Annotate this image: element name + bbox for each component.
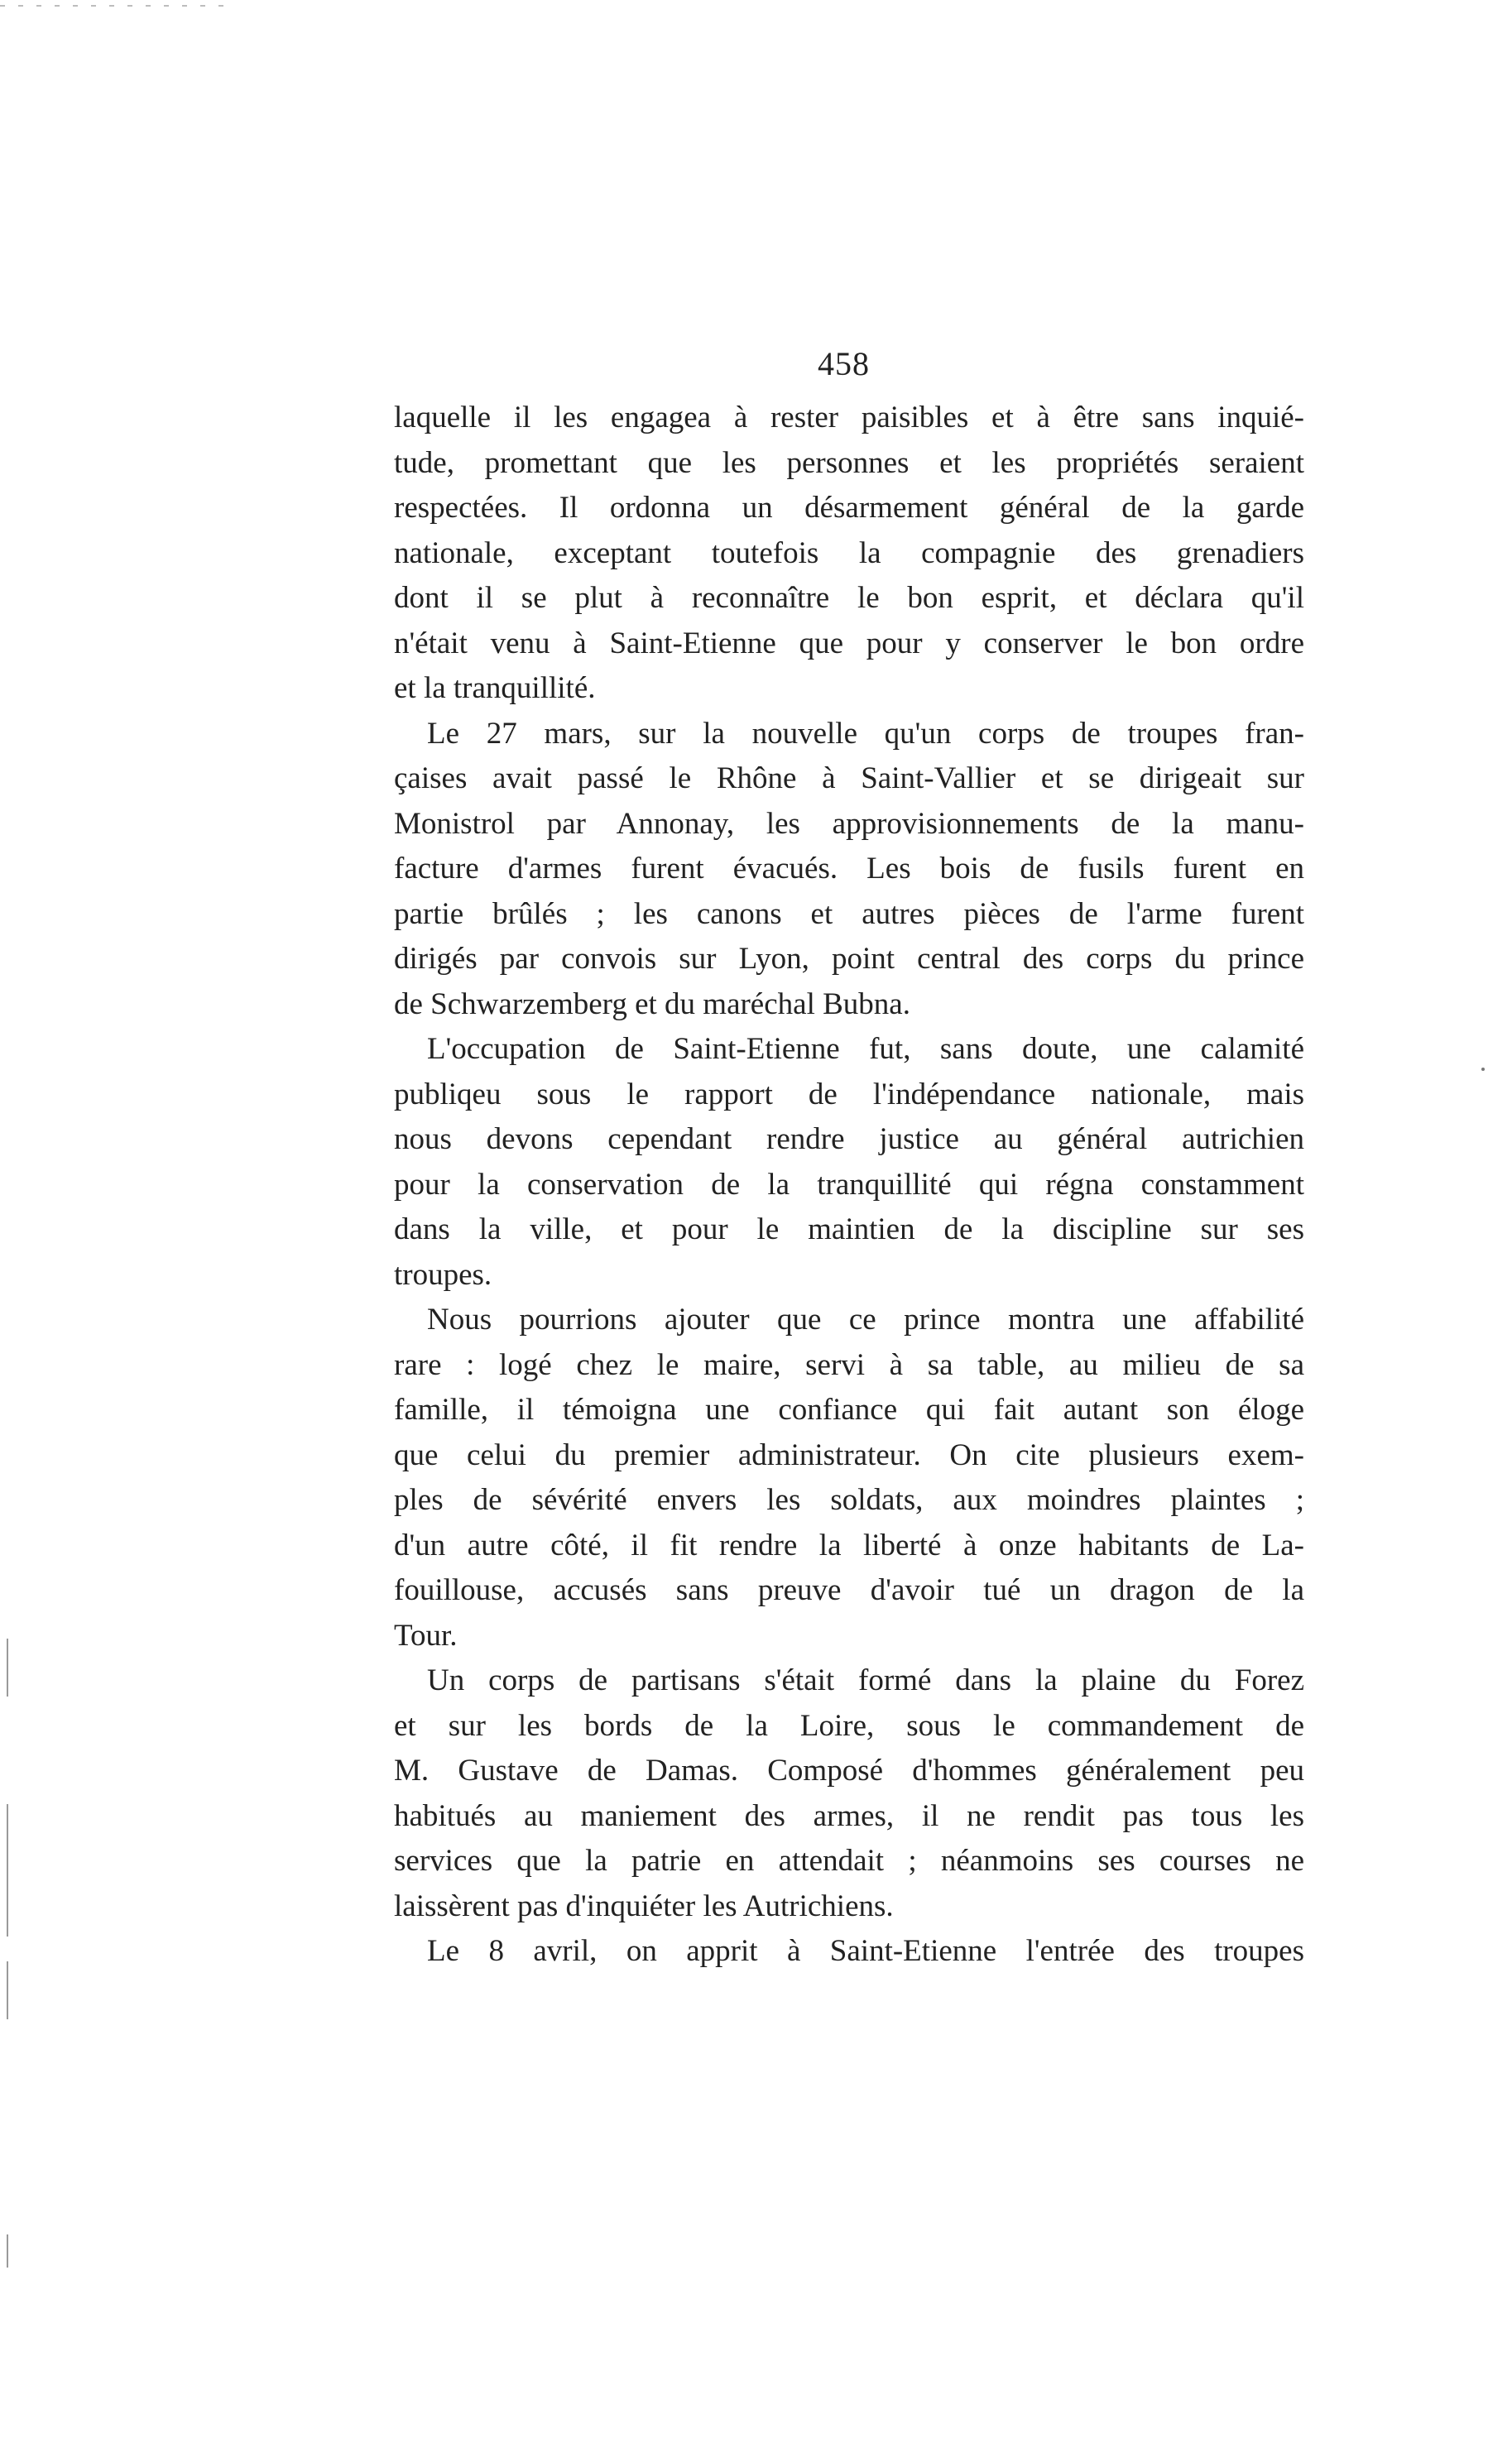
paragraph-p2 <box>394 712 1304 1028</box>
text-line: M. Gustave de Damas. Composé d'hommes généralement peu <box>394 1754 1304 1788</box>
text-line: et sur les bords de la Loire, sous le commandement de <box>394 1708 1304 1743</box>
scan-edge-mark <box>7 1961 8 2019</box>
text-line: Tour. <box>394 1618 458 1653</box>
text-line: facture d'armes furent évacués. Les bois de fusils furent en <box>394 852 1304 886</box>
paragraph-p6 <box>394 1929 1304 1975</box>
paragraph-p4 <box>394 1298 1304 1658</box>
text-line: dont il se plut à reconnaître le bon esprit, et déclara qu'il <box>394 581 1304 615</box>
body-text <box>394 396 1304 1975</box>
text-line: çaises avait passé le Rhône à Saint-Vallier et se dirigeait sur <box>394 761 1304 795</box>
scan-edge-mark <box>7 1639 8 1697</box>
text-line: n'était venu à Saint-Etienne que pour y conserver le bon ordre <box>394 626 1304 660</box>
scan-noise-top <box>0 5 223 7</box>
text-line: dans la ville, et pour le maintien de la discipline sur ses <box>394 1212 1304 1246</box>
text-line: famille, il témoigna une confiance qui fait autant son éloge <box>394 1393 1304 1427</box>
page-number: 458 <box>818 345 870 382</box>
text-line: troupes. <box>394 1257 492 1292</box>
text-line: services que la patrie en attendait ; néanmoins ses courses ne <box>394 1844 1304 1878</box>
text-line: et la tranquillité. <box>394 671 596 705</box>
paragraph-p3 <box>394 1027 1304 1298</box>
text-line: partie brûlés ; les canons et autres pièces de l'arme furent <box>394 896 1304 931</box>
text-line: Nous pourrions ajouter que ce prince montra une affabilité <box>427 1303 1304 1337</box>
text-line: ples de sévérité envers les soldats, aux moindres plaintes ; <box>394 1483 1304 1517</box>
scan-speck <box>1481 1068 1485 1071</box>
scan-edge-mark <box>7 2234 8 2268</box>
text-line: Le 8 avril, on apprit à Saint-Etienne l'entrée des troupes <box>427 1934 1304 1968</box>
text-line: respectées. Il ordonna un désarmement général de la garde <box>394 491 1304 525</box>
text-line: L'occupation de Saint-Etienne fut, sans doute, une calamité <box>427 1032 1304 1066</box>
text-line: Le 27 mars, sur la nouvelle qu'un corps de troupes fran- <box>427 716 1304 751</box>
text-line: Un corps de partisans s'était formé dans la plaine du Forez <box>427 1663 1304 1697</box>
text-line: habitués au maniement des armes, il ne rendit pas tous les <box>394 1798 1304 1833</box>
text-line: tude, promettant que les personnes et les propriétés seraient <box>394 445 1304 480</box>
text-line: laissèrent pas d'inquiéter les Autrichiens. <box>394 1889 894 1923</box>
text-line: nationale, exceptant toutefois la compagnie des grenadiers <box>394 535 1304 570</box>
paragraph-p1 <box>394 396 1304 712</box>
text-line: publiqeu sous le rapport de l'indépendance nationale, mais <box>394 1077 1304 1111</box>
text-line: Monistrol par Annonay, les approvisionnements de la manu- <box>394 806 1304 841</box>
scan-edge-mark <box>7 1804 8 1937</box>
text-line: d'un autre côté, il fit rendre la liberté à onze habitants de La- <box>394 1528 1304 1562</box>
text-line: fouillouse, accusés sans preuve d'avoir tué un dragon de la <box>394 1573 1304 1607</box>
text-line: rare : logé chez le maire, servi à sa table, au milieu de sa <box>394 1347 1304 1382</box>
text-line: dirigés par convois sur Lyon, point central des corps du prince <box>394 942 1304 976</box>
paragraph-p5 <box>394 1658 1304 1929</box>
text-line: nous devons cependant rendre justice au général autrichien <box>394 1122 1304 1156</box>
text-line: de Schwarzemberg et du maréchal Bubna. <box>394 986 910 1021</box>
text-line: que celui du premier administrateur. On cite plusieurs exem- <box>394 1437 1304 1472</box>
text-line: laquelle il les engagea à rester paisibles et à être sans inquié- <box>394 401 1304 434</box>
text-line: pour la conservation de la tranquillité qui régna constamment <box>394 1167 1304 1202</box>
